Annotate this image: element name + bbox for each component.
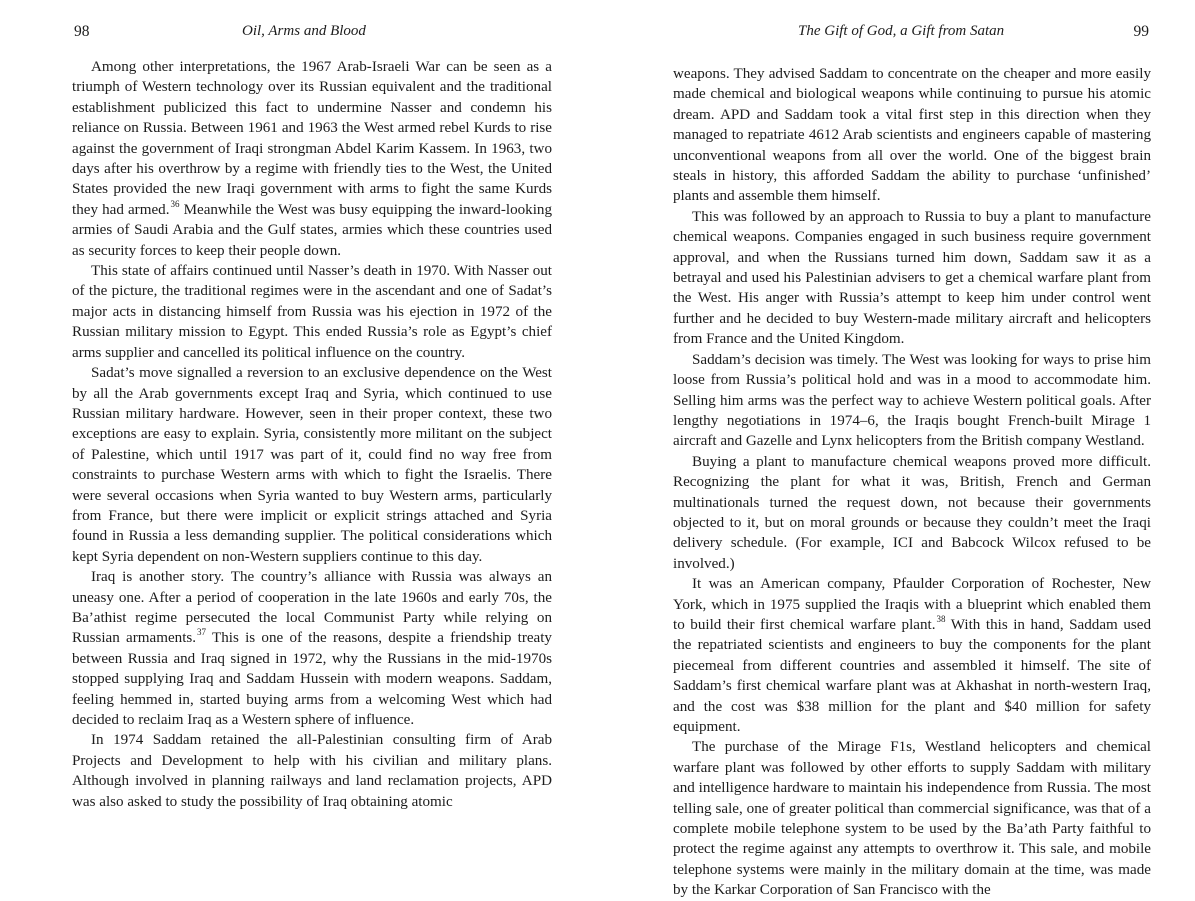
paragraph-text: Sadat’s move signalled a reversion to an exclusive dependence on the West by all the Arab governments except Iraq and Syria, which continued to use Russian military hardware. However, seen in their proper context, these two exceptions are easy to explain. Syria, consistently more militant on the subject of Palestine, which until 1917 was part of it, could find no way free from constraints to purchase Western arms with which to fight the Israelis. There were several occasions when Syria wanted to buy Western arms, particularly from France, but there were implicit or explicit strings attached and Syria found in Russia a less demanding supplier. The political considerations which kept Syria dependent on non-Western suppliers continue to this day. <box>72 365 552 565</box>
paragraph-text: weapons. They advised Saddam to concentrate on the cheaper and more easily made chemical and biological weapons while continuing to pursue his atomic dream. APD and Saddam took a vital first step in this direction when they managed to repatriate 4612 Arab scientists and engineers capable of mastering unconventional weapons from all over the world. One of the biggest brain steals in history, this afforded Saddam the ability to purchase ‘unfinished’ plants and assemble them himself. <box>673 66 1151 205</box>
paragraph <box>673 350 1151 452</box>
left-page-number: 98 <box>74 23 90 40</box>
paragraph <box>72 730 552 812</box>
paragraph-text: Among other interpretations, the 1967 Arab-Israeli War can be seen as a triumph of Western technology over its Russian equivalent and the traditional establishment publicized this fact to undermine Nasser and condemn his reliance on Russia. Between 1961 and 1963 the West armed rebel Kurds to rise against the government of Iraqi strongman Abdel Karim Kassem. In 1963, two days after his overthrow by a regime with friendly ties to the West, the United States provided the new Iraqi government with arms to fight the same Kurds they had armed. <box>72 59 552 218</box>
right-page-number: 99 <box>1133 23 1149 40</box>
paragraph <box>673 207 1151 350</box>
left-running-title: Oil, Arms and Blood <box>242 23 366 39</box>
paragraph-text: It was an American company, Pfaulder Corporation of Rochester, New York, which in 1975 supplied the Iraqis with a blueprint which enabled them to build their first chemical warfare plant. <box>673 576 1151 633</box>
paragraph-text: With this in hand, Saddam used the repatriated scientists and engineers to buy the components for the plant piecemeal from different countries and assembled it himself. The site of Saddam’s first chemical warfare plant was at Akhashat in north-western Iraq, and the cost was $38 million for the plant and $40 million for safety equipment. <box>673 616 1152 735</box>
right-running-title: The Gift of God, a Gift from Satan <box>798 23 1005 39</box>
paragraph-text: Iraq is another story. The country’s alliance with Russia was always an uneasy one. After a period of cooperation in the late 1960s and early 70s, the Ba’athist regime persecuted the local Communist Party while relying on Russian armaments. <box>72 569 552 647</box>
paragraph-text: This was followed by an approach to Russia to buy a plant to manufacture chemical weapons. Companies engaged in such business require government approval, and when the Russians turned him down, Saddam saw it as a betrayal and used his Palestinian advisers to get a chemical warfare plant from the West. His anger with Russia’s attempt to keep him under control went further and he decided to buy Western-made military aircraft and helicopters from France and the United Kingdom. <box>673 208 1151 348</box>
paragraph-text: Buying a plant to manufacture chemical weapons proved more difficult. Recognizing the plant for what it was, British, French and German multinationals turned the request down, not because their governments objected to it, but on moral grounds or because they couldn’t meet the Iraqi delivery schedule. (For example, ICI and Babcock Wilcox refused to be involved.) <box>673 453 1151 572</box>
paragraph <box>673 574 1151 737</box>
paragraph-text: This state of affairs continued until Nasser’s death in 1970. With Nasser out of the picture, the traditional regimes were in the ascendant and one of Sadat’s major acts in distancing himself from Russia was his ejection in 1972 of the Russian military mission to Egypt. This ended Russia’s role as Egypt’s chief arms supplier and cancelled its political influence on the country. <box>72 263 552 361</box>
right-running-head <box>673 23 1151 45</box>
paragraph-text: Saddam’s decision was timely. The West was looking for ways to prise him loose from Russia’s political hold and was in a mood to accommodate him. Selling him arms was the perfect way to achieve Western political goals. After lengthy negotiations in 1974–6, the Iraqis bought French-built Mirage 1 aircraft and Gazelle and Lynx helicopters from the British company Westland. <box>673 351 1151 450</box>
left-page <box>72 0 552 898</box>
left-running-head <box>72 23 552 45</box>
paragraph <box>673 64 1151 207</box>
footnote-reference: 36 <box>170 198 180 209</box>
footnote-reference: 38 <box>936 613 946 624</box>
paragraph-text: Meanwhile the West was busy equipping the inward-looking armies of Saudi Arabia and the Gulf states, armies which these countries used as security forces to keep their people down. <box>72 201 552 259</box>
paragraph <box>72 57 552 261</box>
paragraph-text: This is one of the reasons, despite a friendship treaty between Russia and Iraq signed in 1972, why the Russians in the mid-1970s stopped supplying Iraq and Saddam Hussein with modern weapons. Saddam, feeling hemmed in, started buying arms from a welcoming West which had decided to reclaim Iraq as a Western sphere of influence. <box>72 630 552 728</box>
left-body-text <box>72 57 552 812</box>
paragraph <box>673 452 1151 574</box>
right-page <box>673 0 1151 898</box>
paragraph-text: The purchase of the Mirage F1s, Westland helicopters and chemical warfare plant was followed by other efforts to supply Saddam with military and intelligence hardware to maintain his independence from Russia. The most telling sale, one of greater political than commercial significance, was that of a complete mobile telephone system to be used by the Ba’ath Party faithful to protect the regime against any attempts to overthrow it. This sale, and mobile telephone systems were mainly in the military domain at the time, was made by the Karkar Corporation of San Francisco with the <box>673 739 1151 899</box>
footnote-reference: 37 <box>197 627 207 638</box>
paragraph <box>72 261 552 363</box>
paragraph <box>72 363 552 567</box>
paragraph <box>673 737 1151 900</box>
right-body-text <box>673 64 1151 901</box>
paragraph <box>72 567 552 730</box>
paragraph-text: In 1974 Saddam retained the all-Palestinian consulting firm of Arab Projects and Development to help with his civilian and military plans. Although involved in planning railways and land reclamation projects, APD was also asked to study the possibility of Iraq obtaining atomic <box>72 732 552 810</box>
